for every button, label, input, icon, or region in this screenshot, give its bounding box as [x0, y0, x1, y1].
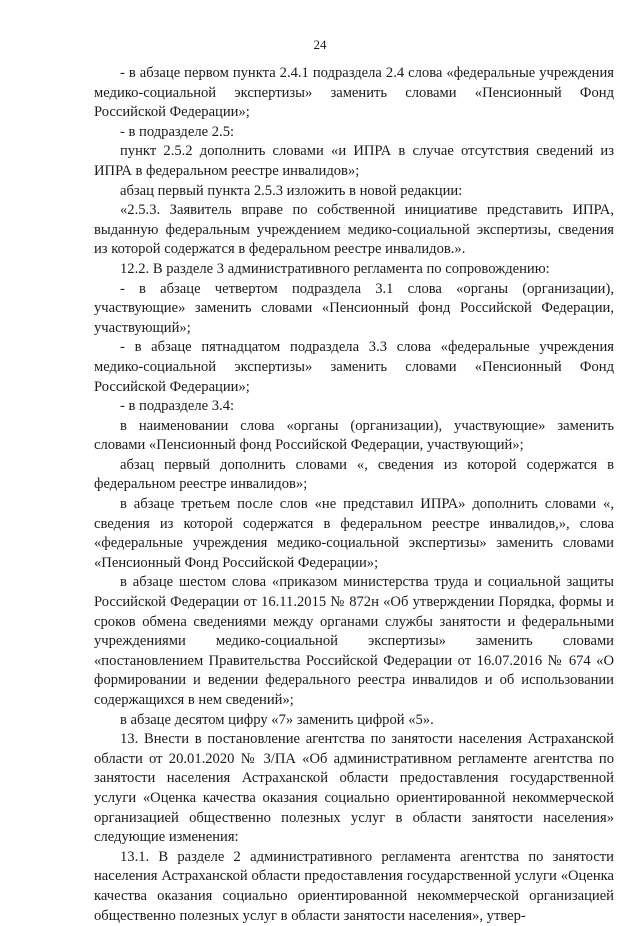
paragraph: - в абзаце первом пункта 2.4.1 подраздела 2.4 слова «федеральные учреждения медико-социальной экспертизы» заменить словами «Пенсионный Фонд Российской Федерации»;	[94, 65, 614, 121]
paragraph: абзац первый дополнить словами «, сведения из которой содержатся в федеральном реестре инвалидов»;	[94, 456, 614, 493]
paragraph: абзац первый пункта 2.5.3 изложить в новой редакции:	[120, 182, 463, 199]
paragraph: в абзаце третьем после слов «не представил ИПРА» дополнить словами «, сведения из которой содержатся в федеральном реестре инвалидов,», слова «федеральные учреждения медико-социальной экспертизы» заменить словами «Пенсионный Фонд Российской Федерации»;	[94, 496, 614, 571]
page-number: 24	[313, 37, 327, 52]
paragraph: 13.1. В разделе 2 административного регламента агентства по занятости населения Астраханской области предоставления государственной услуги «Оценка качества оказания социально ориентированной некоммерческой организацией общественно полезных услуг в области занятости населения», утвер-	[94, 848, 614, 924]
paragraph: - в абзаце четвертом подраздела 3.1 слова «органы (организации), участвующие» заменить словами «Пенсионный фонд Российской Федерации, участвующий»;	[94, 280, 614, 336]
paragraph: пункт 2.5.2 дополнить словами «и ИПРА в случае отсутствия сведений из ИПРА в федеральном реестре инвалидов»;	[94, 143, 614, 179]
paragraph: 12.2. В разделе 3 административного регламента по сопровождению:	[120, 260, 550, 277]
paragraph: «2.5.3. Заявитель вправе по собственной инициативе представить ИПРА, выданную федеральным учреждением медико-социальной экспертизы, сведения из которой содержатся в федеральном реестре инвалидов.».	[94, 202, 614, 258]
paragraph: - в подразделе 3.4:	[120, 398, 235, 415]
paragraph: в абзаце шестом слова «приказом министерства труда и социальной защиты Российской Федерации от 16.11.2015 № 872н «Об утверждении Порядка, формы и сроков обмена сведениями между органами службы занятости и федеральными учреждениями медико-социальной экспертизы» заменить словами «постановлением Правительства Российской Федерации от 16.07.2016 № 674 «О формировании и ведении федерального реестра инвалидов и об использовании содержащихся в нем сведений»;	[94, 574, 614, 708]
paragraph: 13. Внести в постановление агентства по занятости населения Астраханской области от 20.01.2020 № 3/ПА «Об административном регламенте агентства по занятости населения Астраханской области предоставления государственной услуги «Оценка качества оказания социально ориентированной некоммерческой организацией общественно полезных услуг в области занятости населения» следующие изменения:	[94, 731, 614, 846]
paragraph: в наименовании слова «органы (организации), участвующие» заменить словами «Пенсионный фонд Российской Федерации, участвующий»;	[94, 417, 614, 454]
paragraph: - в абзаце пятнадцатом подраздела 3.3 слова «федеральные учреждения медико-социальной экспертизы» заменить словами «Пенсионный Фонд Российской Федерации»;	[94, 339, 614, 395]
paragraph: - в подразделе 2.5:	[120, 123, 235, 140]
paragraph: в абзаце десятом цифру «7» заменить цифрой «5».	[120, 711, 434, 728]
document-body	[94, 64, 614, 926]
